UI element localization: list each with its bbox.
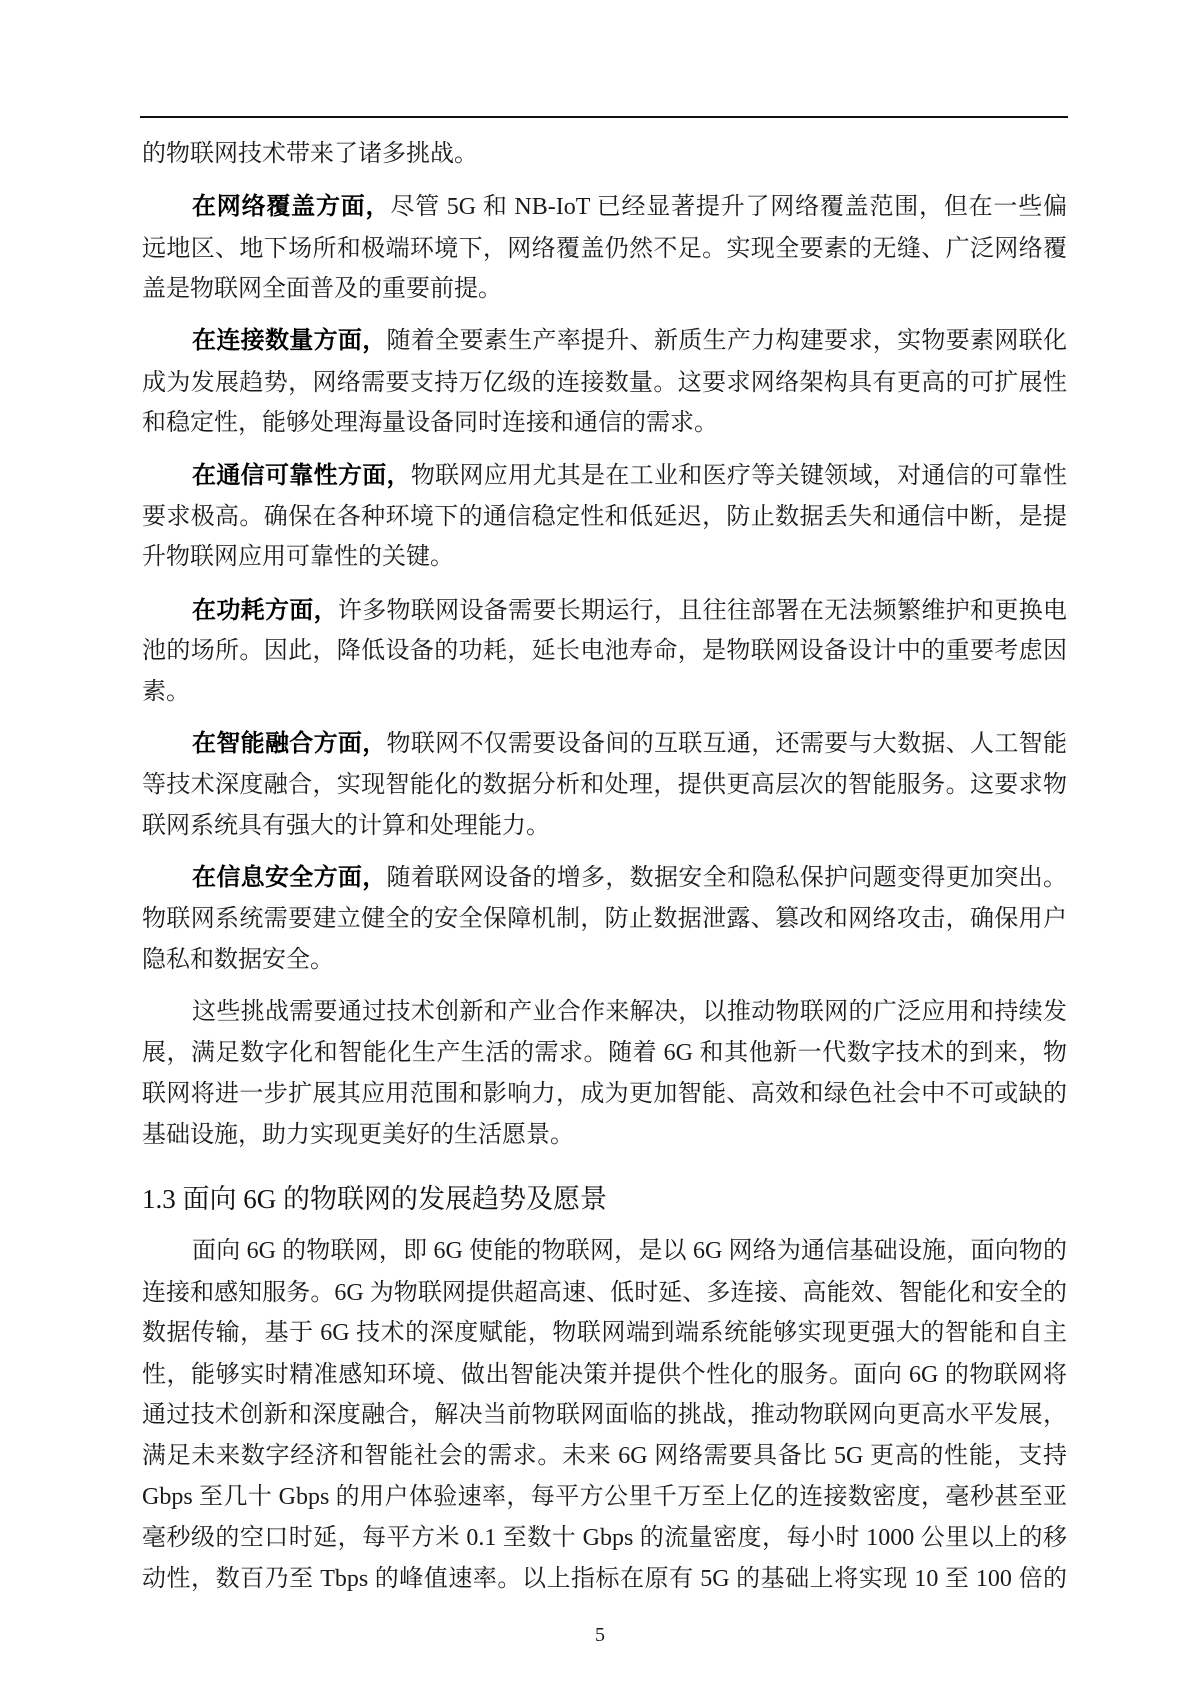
paragraph-text: 尽管 5G 和 NB-IoT 已经显著提升了网络覆盖范围，但在一些偏 [390, 194, 1068, 220]
paragraph-line [142, 542, 1067, 572]
paragraph-text: 展，满足数字化和智能化生产生活的需求。随着 6G 和其他新一代数字技术的到来，物 [142, 1040, 1067, 1066]
paragraph-text: 物联网系统需要建立健全的安全保障机制，防止数据泄露、篡改和网络攻击，确保用户 [142, 906, 1067, 932]
paragraph-text: 面向 6G 的物联网，即 6G 使能的物联网，是以 6G 网络为通信基础设施，面向物的 [192, 1238, 1067, 1264]
paragraph-line [142, 234, 1067, 264]
paragraph-line [192, 863, 1067, 893]
paragraph-line [142, 1400, 1067, 1430]
paragraph-line [142, 274, 1067, 304]
paragraph-line [142, 811, 1067, 841]
paragraph-text: 和稳定性，能够处理海量设备同时连接和通信的需求。 [142, 410, 718, 436]
paragraph-text: 随着全要素生产率提升、新质生产力构建要求，实物要素网联化 [386, 328, 1067, 354]
paragraph-line [142, 1564, 1067, 1594]
paragraph-text: 通过技术创新和深度融合，解决当前物联网面临的挑战，推动物联网向更高水平发展， [142, 1402, 1067, 1428]
paragraph-line [142, 1441, 1067, 1471]
paragraph-lead: 在信息安全方面， [192, 865, 387, 891]
paragraph-text: 物联网不仅需要设备间的互联互通，还需要与大数据、人工智能 [386, 731, 1067, 757]
page-number: 5 [595, 1624, 605, 1646]
paragraph-text: 盖是物联网全面普及的重要前提。 [142, 276, 502, 302]
paragraph-lead: 在功耗方面， [192, 598, 338, 624]
paragraph-line [142, 1360, 1067, 1390]
paragraph-text: 数据传输，基于 6G 技术的深度赋能，物联网端到端系统能够实现更强大的智能和自主 [142, 1320, 1067, 1346]
paragraph-text: 联网将进一步扩展其应用范围和影响力，成为更加智能、高效和绿色社会中不可或缺的 [142, 1081, 1067, 1107]
paragraph-text: 基础设施，助力实现更美好的生活愿景。 [142, 1122, 574, 1148]
paragraph-text: 池的场所。因此，降低设备的功耗，延长电池寿命，是物联网设备设计中的重要考虑因 [142, 638, 1067, 664]
paragraph-line [192, 596, 1067, 626]
paragraph-text: 连接和感知服务。6G 为物联网提供超高速、低时延、多连接、高能效、智能化和安全的 [142, 1280, 1067, 1306]
paragraph-line [192, 997, 1067, 1027]
paragraph-text: 物联网应用尤其是在工业和医疗等关键领域，对通信的可靠性 [410, 463, 1067, 489]
paragraph-text: 联网系统具有强大的计算和处理能力。 [142, 813, 550, 839]
paragraph-lead: 在智能融合方面， [192, 731, 387, 757]
paragraph-text: 升物联网应用可靠性的关键。 [142, 544, 454, 570]
paragraph-lead: 在网络覆盖方面， [192, 194, 391, 220]
paragraph-lead: 在通信可靠性方面， [192, 463, 411, 489]
paragraph-line [142, 368, 1067, 398]
paragraph-line [142, 1079, 1067, 1109]
paragraph-text: 远地区、地下场所和极端环境下，网络覆盖仍然不足。实现全要素的无缝、广泛网络覆 [142, 236, 1067, 262]
paragraph-line [142, 502, 1067, 532]
paragraph-line [142, 139, 1067, 169]
header-rule [140, 116, 1068, 118]
paragraph-line [142, 945, 1067, 975]
paragraph-text: 成为发展趋势，网络需要支持万亿级的连接数量。这要求网络架构具有更高的可扩展性 [142, 370, 1067, 396]
paragraph-line [192, 326, 1067, 356]
paragraph-text: 性，能够实时精准感知环境、做出智能决策并提供个性化的服务。面向 6G 的物联网将 [142, 1362, 1067, 1388]
paragraph-line [142, 1038, 1067, 1068]
paragraph-text: 随着联网设备的增多，数据安全和隐私保护问题变得更加突出。 [386, 865, 1067, 891]
paragraph-text: 素。 [142, 679, 190, 705]
section-heading: 1.3 面向 6G 的物联网的发展趋势及愿景 [142, 1184, 607, 1214]
paragraph-line [142, 408, 1067, 438]
paragraph-line [142, 1120, 1067, 1150]
paragraph-line [192, 729, 1067, 759]
paragraph-text: 许多物联网设备需要长期运行，且往往部署在无法频繁维护和更换电 [337, 598, 1068, 624]
paragraph-line [142, 1318, 1067, 1348]
paragraph-text: 动性，数百乃至 Tbps 的峰值速率。以上指标在原有 5G 的基础上将实现 10 至 100 倍的 [142, 1566, 1067, 1592]
paragraph-text: 毫秒级的空口时延，每平方米 0.1 至数十 Gbps 的流量密度，每小时 1000 公里以上的移 [142, 1525, 1067, 1551]
paragraph-lead: 在连接数量方面， [192, 328, 387, 354]
paragraph-line [192, 461, 1067, 491]
paragraph-text: 这些挑战需要通过技术创新和产业合作来解决，以推动物联网的广泛应用和持续发 [192, 999, 1067, 1025]
paragraph-line [142, 1523, 1067, 1553]
paragraph-text: Gbps 至几十 Gbps 的用户体验速率，每平方公里千万至上亿的连接数密度，毫秒甚至亚 [142, 1484, 1067, 1510]
paragraph-line [192, 1236, 1067, 1266]
paragraph-text: 隐私和数据安全。 [142, 947, 334, 973]
paragraph-text: 等技术深度融合，实现智能化的数据分析和处理，提供更高层次的智能服务。这要求物 [142, 772, 1067, 798]
paragraph-line [142, 677, 1067, 707]
paragraph-text: 的物联网技术带来了诸多挑战。 [142, 141, 478, 167]
paragraph-line [192, 192, 1067, 222]
paragraph-line [142, 1278, 1067, 1308]
paragraph-text: 要求极高。确保在各种环境下的通信稳定性和低延迟，防止数据丢失和通信中断，是提 [142, 504, 1067, 530]
paragraph-line [142, 770, 1067, 800]
paragraph-text: 满足未来数字经济和智能社会的需求。未来 6G 网络需要具备比 5G 更高的性能，支持 [142, 1443, 1067, 1469]
paragraph-line [142, 636, 1067, 666]
paragraph-line [142, 1482, 1067, 1512]
paragraph-line [142, 904, 1067, 934]
